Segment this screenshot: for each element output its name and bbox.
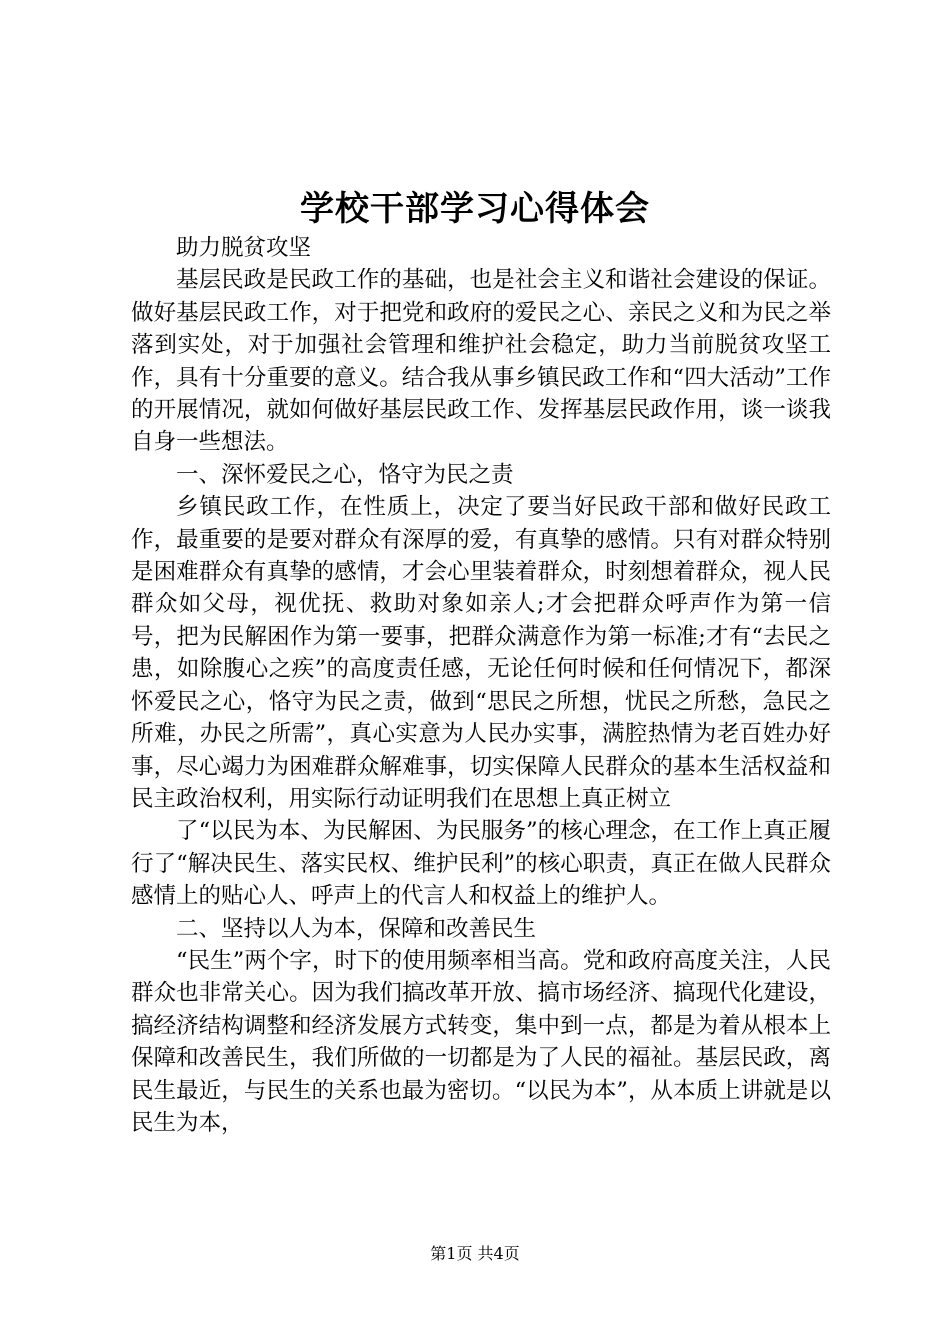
paragraph-subtitle: 助力脱贫攻坚 [176, 235, 312, 261]
paragraph-section-1-continued: 了“以民为本、为民解困、为民服务”的核心理念，在工作上真正履行了“解决民生、落实民权、维护民利”的核心职责，真正在做人民群众感情上的贴心人、呼声上的代言人和权益上的维护人。 [131, 818, 831, 910]
page-number-footer: 第1页 共4页 [430, 1244, 520, 1263]
paragraph-intro: 基层民政是民政工作的基础，也是社会主义和谐社会建设的保证。做好基层民政工作，对于把党和政府的爱民之心、亲民之义和为民之举落到实处，对于加强社会管理和维护社会稳定，助力当前脱贫攻坚工作，具有十分重要的意义。结合我从事乡镇民政工作和“四大活动”工作的开展情况，就如何做好基层民政工作、发挥基层民政作用，谈一谈我自身一些想法。 [131, 267, 831, 456]
section-heading-1: 一、深怀爱民之心，恪守为民之责 [176, 461, 514, 488]
section-heading-2: 二、坚持以人为本，保障和改善民生 [176, 915, 537, 942]
paragraph-section-2: “民生”两个字，时下的使用频率相当高。党和政府高度关注，人民群众也非常关心。因为我们搞改革开放、搞市场经济、搞现代化建设，搞经济结构调整和经济发展方式转变，集中到一点，都是为着从根本上保障和改善民生，我们所做的一切都是为了人民的福祉。基层民政，离民生最近，与民生的关系也最为密切。“以民为本”，从本质上讲就是以民生为本， [131, 947, 831, 1136]
document-body [131, 232, 831, 1139]
document-title: 学校干部学习心得体会 [300, 189, 650, 229]
paragraph-section-1: 乡镇民政工作，在性质上，决定了要当好民政干部和做好民政工作，最重要的是要对群众有深厚的爱，有真挚的感情。只有对群众特别是困难群众有真挚的感情，才会心里装着群众，时刻想着群众，视人民群众如父母，视优抚、救助对象如亲人;才会把群众呼声作为第一信号，把为民解困作为第一要事，把群众满意作为第一标准;才有“去民之患，如除腹心之疾”的高度责任感，无论任何时候和任何情况下，都深怀爱民之心，恪守为民之责，做到“思民之所想，忧民之所愁，急民之所难，办民之所需”，真心实意为人民办实事，满腔热情为老百姓办好事，尽心竭力为困难群众解难事，切实保障人民群众的基本生活权益和民主政治权利，用实际行动证明我们在思想上真正树立 [131, 494, 831, 812]
